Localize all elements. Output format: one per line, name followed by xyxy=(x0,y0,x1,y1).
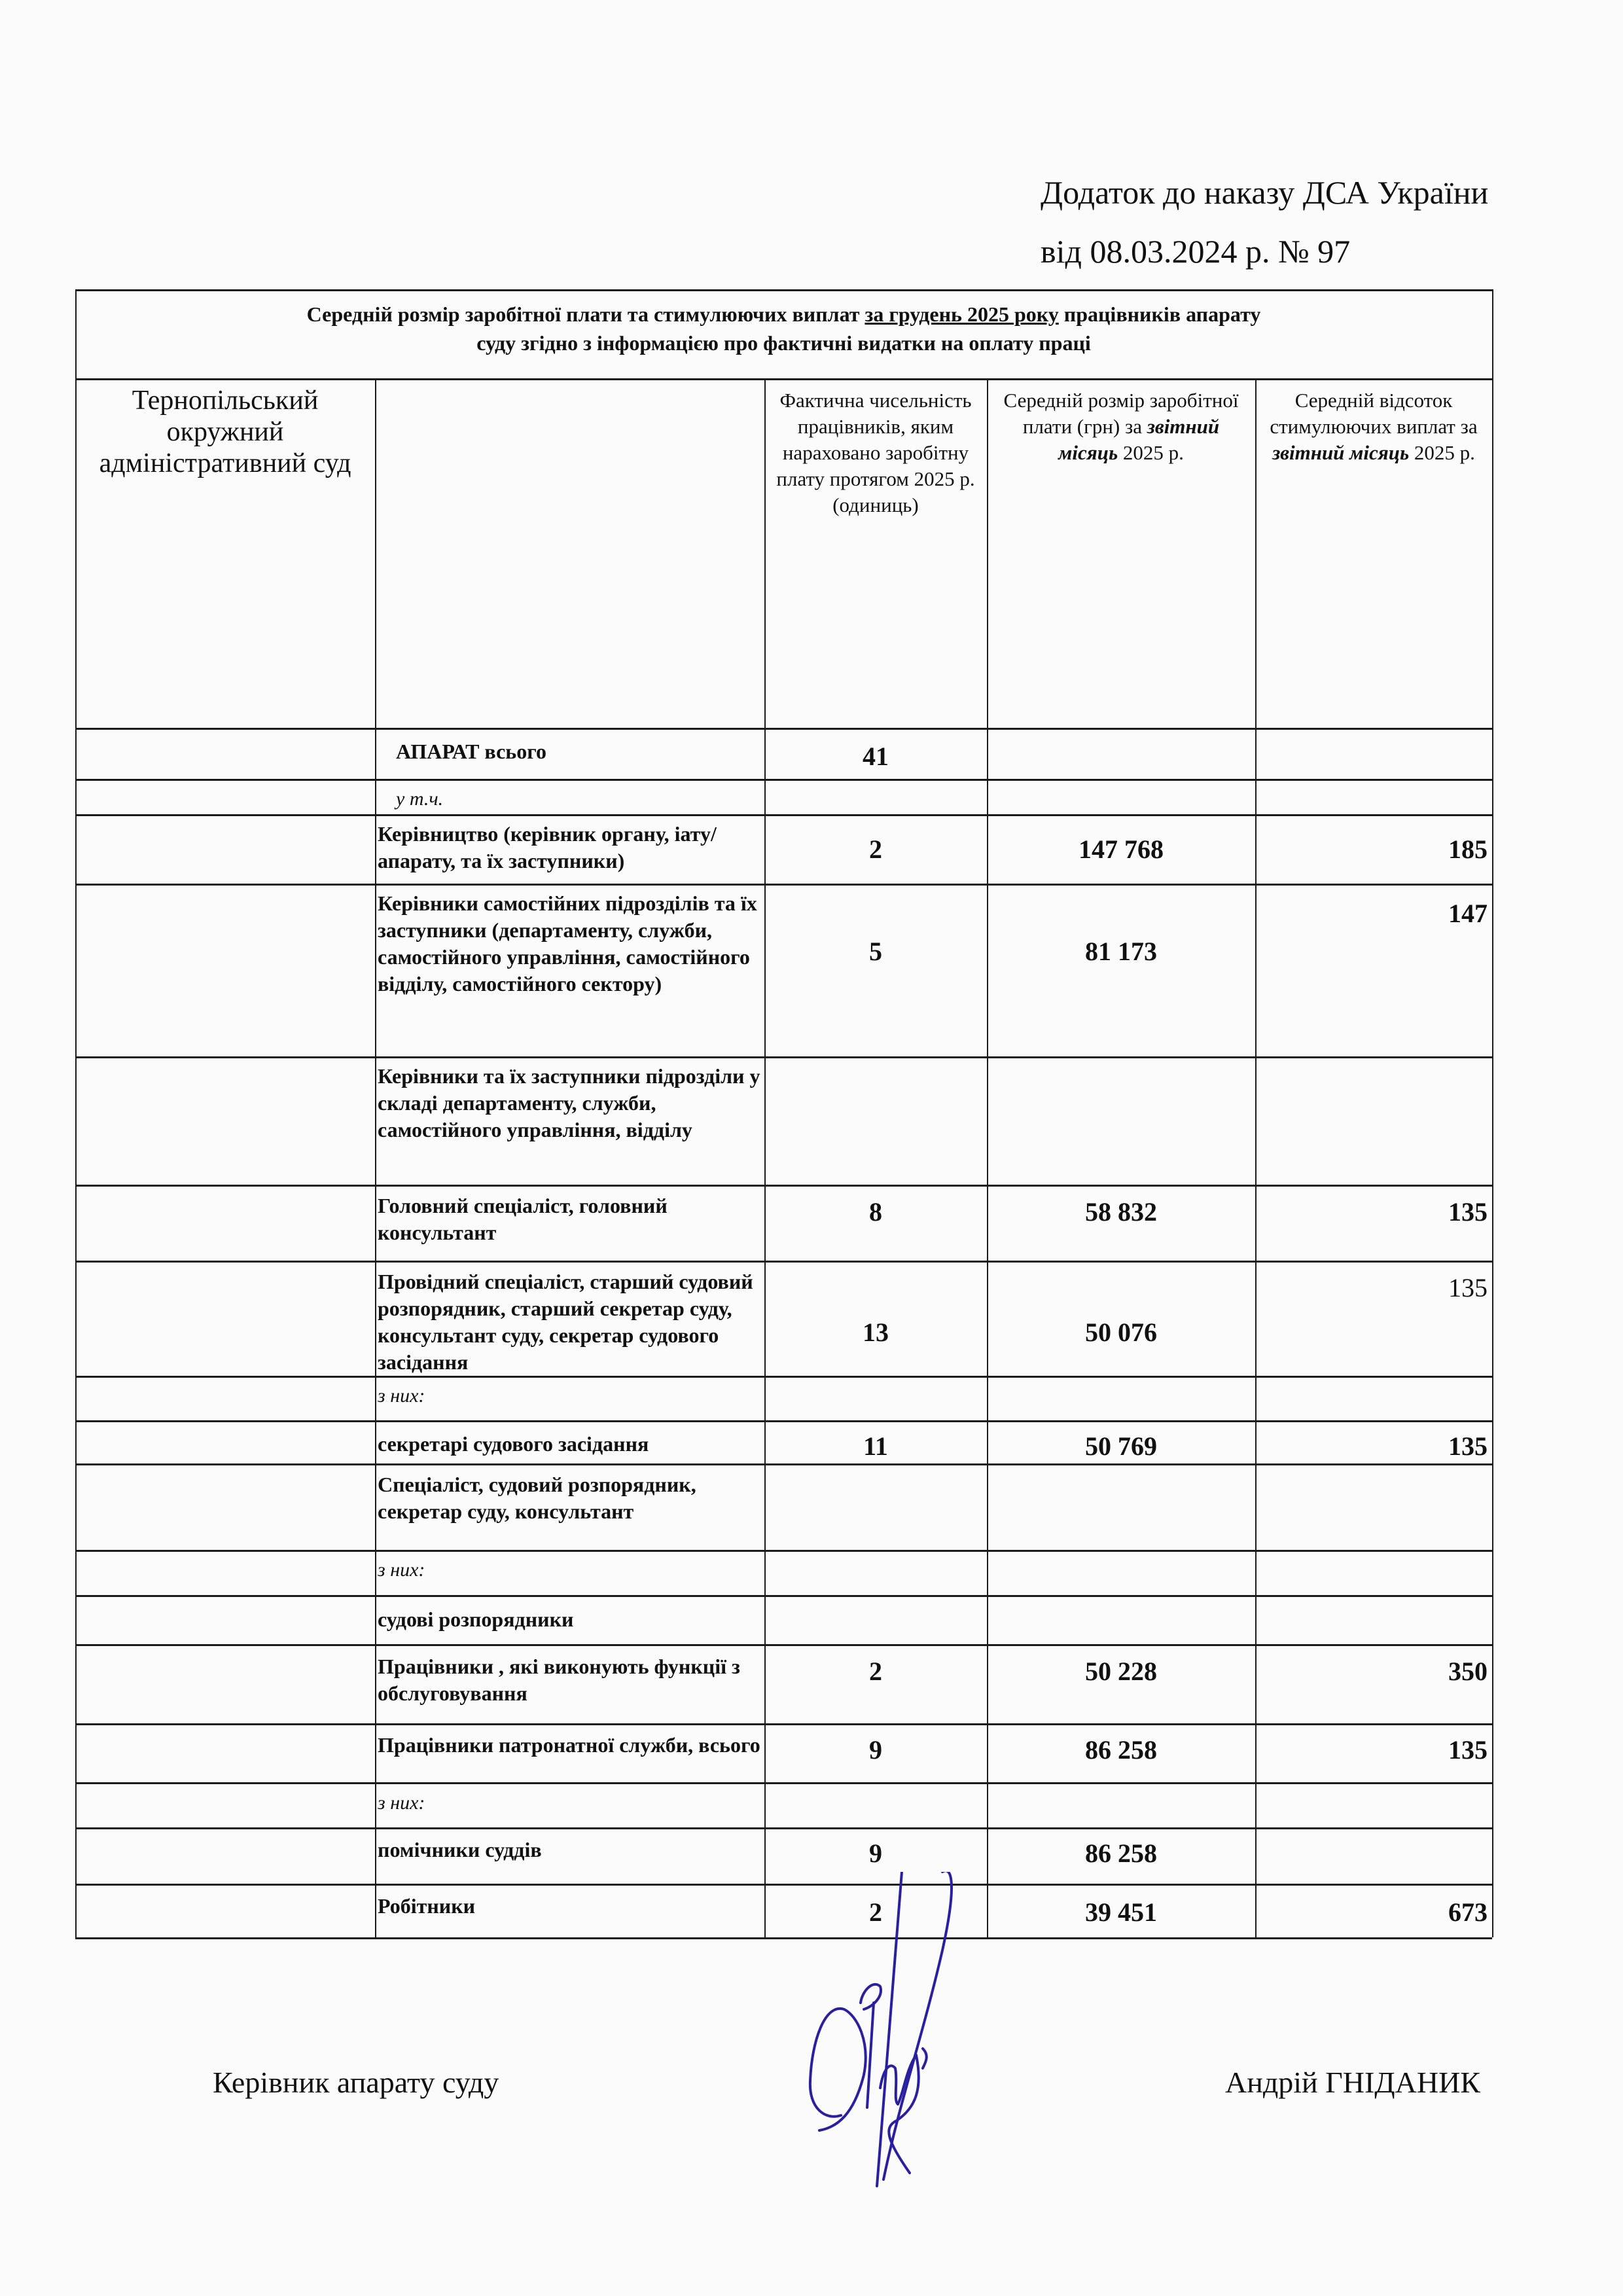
signature-icon xyxy=(726,1872,1001,2199)
row-label: АПАРАТ всього xyxy=(396,740,546,763)
row-label: помічники суддів xyxy=(378,1838,542,1861)
signatory-name: Андрій ГНІДАНИК xyxy=(1225,2066,1480,2099)
table-border-right xyxy=(1492,289,1493,1937)
row-label: у т.ч. xyxy=(396,788,444,810)
header-salary-year: 2025 р. xyxy=(1118,441,1184,464)
row-bonus: 135 xyxy=(1448,1735,1488,1765)
row-bonus: 147 xyxy=(1448,899,1488,928)
row-headcount: 9 xyxy=(869,1735,882,1765)
row-bonus: 135 xyxy=(1448,1431,1488,1461)
row-divider xyxy=(75,1463,1492,1465)
title-period: за грудень 2025 року xyxy=(865,302,1059,326)
row-divider xyxy=(75,779,1492,781)
row-headcount: 9 xyxy=(869,1839,882,1868)
signature-stroke xyxy=(867,2003,874,2108)
row-salary: 58 832 xyxy=(1085,1197,1157,1227)
row-headcount: 41 xyxy=(863,742,889,771)
row-headcount: 2 xyxy=(869,834,882,864)
row-divider xyxy=(75,1782,1492,1784)
row-label: Спеціаліст, судовий розпорядник, секретар суду, консультант xyxy=(378,1473,696,1523)
row-salary: 50 076 xyxy=(1085,1318,1157,1347)
title-line-2: суду згідно з інформацією про фактичні видатки на оплату праці xyxy=(476,331,1091,355)
row-label: Керівники та їх заступники підрозділи у складі департаменту, служби, самостійного управління, відділу xyxy=(378,1064,760,1141)
appendix-line-2: від 08.03.2024 р. № 97 xyxy=(1041,233,1351,270)
row-label: Працівники , які виконують функції з обслуговування xyxy=(378,1655,740,1705)
row-label: Працівники патронатної служби, всього xyxy=(378,1733,760,1757)
header-salary-text: Середній розмір заробітної плати (грн) за xyxy=(1003,389,1239,438)
row-salary: 81 173 xyxy=(1085,937,1157,966)
row-label: Керівники самостійних підрозділів та їх заступники (департаменту, служби, самостійного управління, самостійного відділу, самостійного сектору) xyxy=(378,891,757,996)
appendix-line-1: Додаток до наказу ДСА України xyxy=(1041,174,1489,211)
row-divider xyxy=(75,1550,1492,1552)
signature-stroke xyxy=(810,2009,866,2130)
row-headcount: 8 xyxy=(869,1197,882,1227)
col-divider xyxy=(375,378,376,1937)
row-divider xyxy=(75,1595,1492,1597)
header-bonus-year: 2025 р. xyxy=(1409,441,1475,464)
row-divider xyxy=(75,1261,1492,1263)
row-bonus: 350 xyxy=(1448,1657,1488,1686)
row-divider xyxy=(75,1376,1492,1378)
row-label: з них: xyxy=(378,1385,425,1407)
signature-stroke xyxy=(923,2049,927,2068)
row-bonus: 135 xyxy=(1448,1273,1488,1302)
row-label: Провідний спеціаліст, старший судовий розпорядник, старший секретар суду, консультант суду, секретар судового засідання xyxy=(378,1270,753,1374)
row-salary: 39 451 xyxy=(1085,1897,1157,1927)
row-headcount: 2 xyxy=(869,1657,882,1686)
row-label: секретарі судового засідання xyxy=(378,1432,649,1456)
row-bonus: 135 xyxy=(1448,1197,1488,1227)
title-part-1: Середній розмір заробітної плати та стимулюючих виплат xyxy=(306,302,865,326)
row-label: судові розпорядники xyxy=(378,1607,574,1631)
signature-stroke xyxy=(883,1872,952,2179)
col-divider xyxy=(987,378,988,1937)
header-salary-italic: звітний місяць xyxy=(1058,415,1220,464)
row-salary: 50 769 xyxy=(1085,1431,1157,1461)
row-divider xyxy=(75,1644,1492,1646)
table-title xyxy=(75,289,1492,378)
row-salary: 147 768 xyxy=(1079,834,1164,864)
row-label: Робітники xyxy=(378,1894,476,1918)
salary-table xyxy=(75,289,1492,1937)
header-bonus-text: Середній відсоток стимулюючих виплат за xyxy=(1270,389,1478,438)
row-divider xyxy=(75,814,1492,816)
row-divider xyxy=(75,884,1492,886)
row-divider xyxy=(75,1723,1492,1725)
row-headcount: 11 xyxy=(863,1431,888,1461)
signatory-position: Керівник апарату суду xyxy=(213,2066,499,2099)
header-bonus xyxy=(1255,378,1492,466)
header-bonus-italic: звітний місяць xyxy=(1272,441,1410,464)
row-headcount: 2 xyxy=(869,1897,882,1927)
signature-stroke xyxy=(861,1984,881,2009)
row-salary: 86 258 xyxy=(1085,1839,1157,1868)
row-bonus: 673 xyxy=(1448,1897,1488,1927)
signature-stroke xyxy=(889,2055,918,2173)
header-bottom xyxy=(75,728,1492,730)
row-salary: 50 228 xyxy=(1085,1657,1157,1686)
row-divider xyxy=(75,1420,1492,1422)
header-salary xyxy=(987,378,1255,466)
row-label: Керівництво (керівник органу, іату/апарату, та їх заступники) xyxy=(378,822,717,872)
row-label: з них: xyxy=(378,1559,425,1581)
row-label: Головний спеціаліст, головний консультант xyxy=(378,1194,668,1244)
court-name: Тернопільський окружний адміністративний суд xyxy=(99,386,351,478)
row-headcount: 13 xyxy=(863,1318,889,1347)
row-label: з них: xyxy=(378,1792,425,1814)
row-divider xyxy=(75,1827,1492,1829)
row-headcount: 5 xyxy=(869,937,882,966)
table-border-left xyxy=(75,289,77,1937)
col-divider xyxy=(1255,378,1257,1937)
row-salary: 86 258 xyxy=(1085,1735,1157,1765)
row-bonus: 185 xyxy=(1448,834,1488,864)
title-part-2: працівників апарату xyxy=(1058,302,1261,326)
row-divider xyxy=(75,1056,1492,1058)
row-divider xyxy=(75,1185,1492,1187)
header-headcount: Фактична чисельність працівників, яким нараховано заробітну плату протягом 2025 р. (одиниць) xyxy=(776,389,975,516)
